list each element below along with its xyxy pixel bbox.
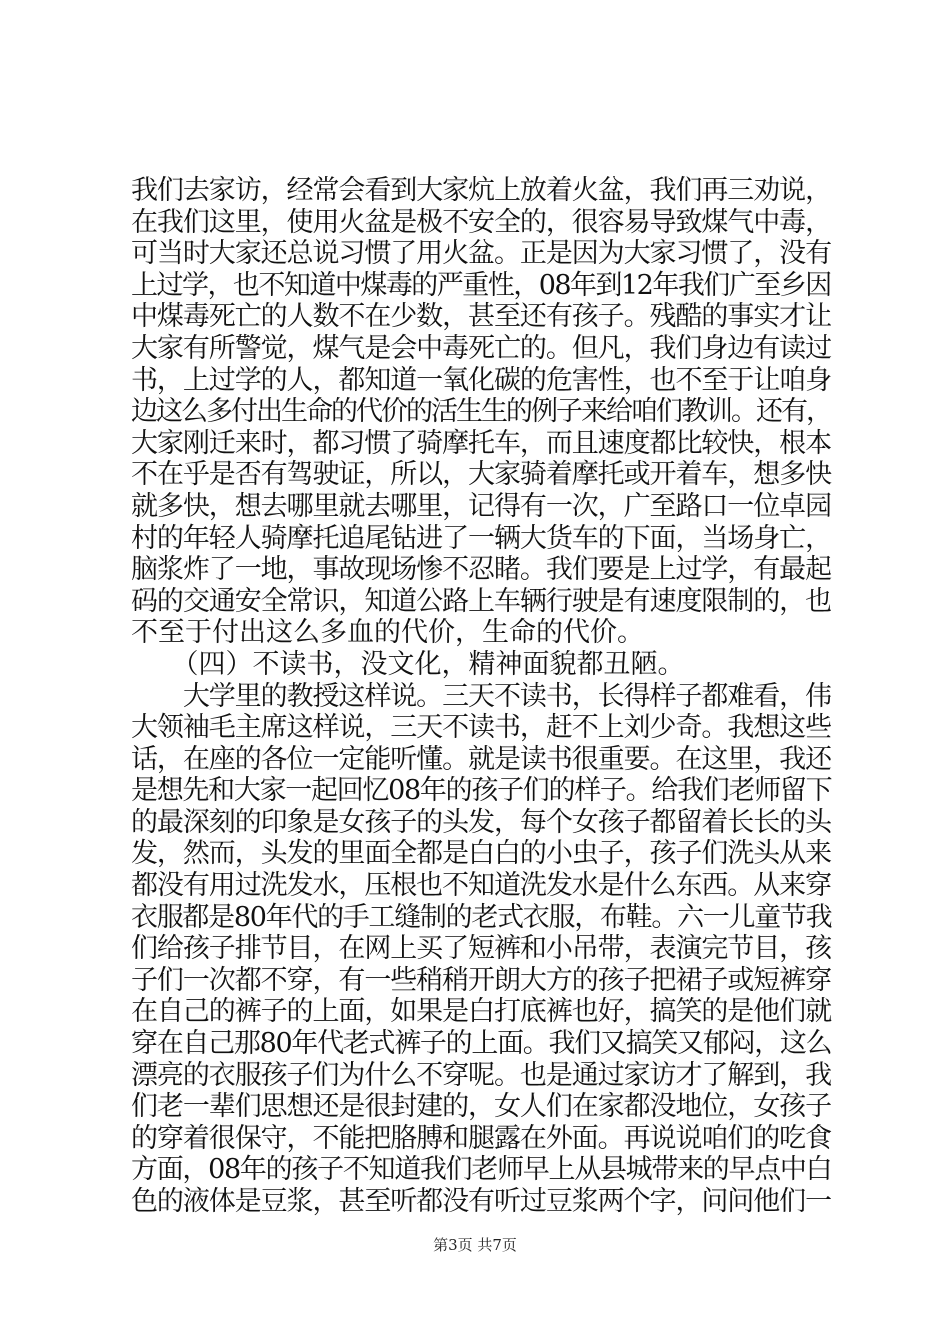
text-line: 在自己的裤子的上面，如果是白打底裤也好，搞笑的是他们就	[131, 996, 831, 1028]
text-line: 中煤毒死亡的人数不在少数，甚至还有孩子。残酷的事实才让	[131, 301, 831, 333]
text-line: 色的液体是豆浆，甚至听都没有听过豆浆两个字，问问他们一	[131, 1186, 831, 1217]
text-line: 大家有所警觉，煤气是会中毒死亡的。但凡，我们身边有读过	[131, 332, 831, 364]
text-line: 的最深刻的印象是女孩子的头发，每个女孩子都留着长长的头	[131, 806, 831, 838]
text-line: 上过学，也不知道中煤毒的严重性，08年到12年我们广至乡因	[131, 269, 831, 301]
text-line: 在我们这里，使用火盆是极不安全的，很容易导致煤气中毒，	[131, 206, 831, 238]
text-line: 大家刚迁来时，都习惯了骑摩托车，而且速度都比较快，根本	[131, 427, 831, 459]
text-line: 都没有用过洗发水，压根也不知道洗发水是什么东西。从来穿	[131, 870, 831, 902]
text-line: 话，在座的各位一定能听懂。就是读书很重要。在这里，我还	[131, 743, 831, 775]
text-line: 发，然而，头发的里面全都是白白的小虫子，孩子们洗头从来	[131, 838, 831, 870]
text-line: 漂亮的衣服孩子们为什么不穿呢。也是通过家访才了解到，我	[131, 1059, 831, 1091]
text-line: 我们去家访，经常会看到大家炕上放着火盆，我们再三劝说，	[131, 175, 831, 206]
text-line: 就多快，想去哪里就去哪里，记得有一次，广至路口一位卓园	[131, 490, 831, 522]
text-line: 们给孩子排节目，在网上买了短裤和小吊带，表演完节目，孩	[131, 933, 831, 965]
text-line: 们老一辈们思想还是很封建的，女人们在家都没地位，女孩子	[131, 1091, 831, 1123]
text-line: 村的年轻人骑摩托追尾钻进了一辆大货车的下面，当场身亡，	[131, 522, 831, 554]
text-line: 不至于付出这么多血的代价，生命的代价。	[131, 617, 644, 649]
text-line: 码的交通安全常识，知道公路上车辆行驶是有速度限制的，也	[131, 585, 831, 617]
text-line: 可当时大家还总说习惯了用火盆。正是因为大家习惯了，没有	[131, 238, 831, 270]
text-line: 衣服都是80年代的手工缝制的老式衣服，布鞋。六一儿童节我	[131, 901, 832, 933]
body-text	[131, 175, 831, 1218]
text-line: 方面，08年的孩子不知道我们老师早上从县城带来的早点中白	[131, 1154, 832, 1186]
text-line: 不在乎是否有驾驶证，所以，大家骑着摩托或开着车，想多快	[131, 459, 831, 491]
text-line: 大学里的教授这样说。三天不读书，长得样子都难看，伟	[131, 680, 831, 712]
text-line: 脑浆炸了一地，事故现场惨不忍睹。我们要是上过学，有最起	[131, 554, 831, 586]
page-footer: 第3页 共7页	[433, 1236, 517, 1254]
text-line: 穿在自己那80年代老式裤子的上面。我们又搞笑又郁闷，这么	[131, 1028, 832, 1060]
text-line: 大领袖毛主席这样说，三天不读书，赶不上刘少奇。我想这些	[131, 712, 831, 744]
text-line: 边这么多付出生命的代价的活生生的例子来给咱们教训。还有，	[131, 396, 831, 428]
text-line: 书，上过学的人，都知道一氧化碳的危害性，也不至于让咱身	[131, 364, 831, 396]
text-line: 是想先和大家一起回忆08年的孩子们的样子。给我们老师留下	[131, 775, 832, 807]
text-line: 子们一次都不穿，有一些稍稍开朗大方的孩子把裙子或短裤穿	[131, 964, 831, 996]
text-line: （四）不读书，没文化，精神面貌都丑陋。	[131, 648, 685, 680]
text-line: 的穿着很保守，不能把胳膊和腿露在外面。再说说咱们的吃食	[131, 1122, 831, 1154]
